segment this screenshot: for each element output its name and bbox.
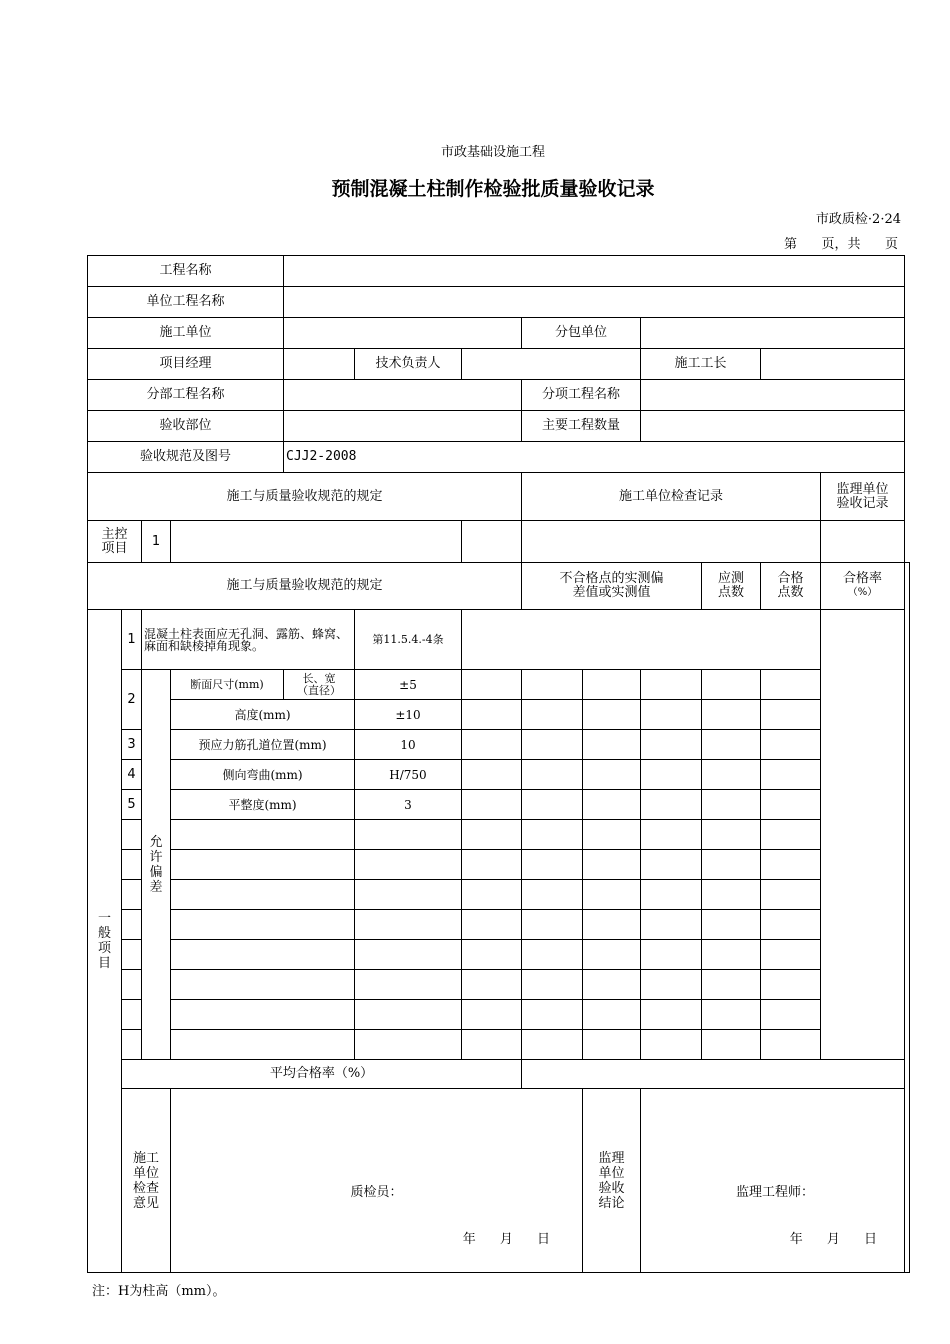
cell[interactable]	[583, 1030, 641, 1060]
cell[interactable]	[641, 880, 702, 910]
rate-unit: （%）	[847, 587, 878, 598]
cell[interactable]	[641, 940, 702, 970]
division-project-value[interactable]	[284, 380, 522, 411]
cell[interactable]	[355, 970, 462, 1000]
cell[interactable]	[522, 670, 583, 700]
cell[interactable]	[583, 730, 641, 760]
project-manager-value[interactable]	[284, 349, 355, 380]
cell[interactable]	[583, 820, 641, 850]
supervision-conclusion-label-text: 监理单位验收结论	[598, 1150, 625, 1211]
cell[interactable]	[641, 850, 702, 880]
cell[interactable]	[122, 880, 142, 910]
subitem-project-label: 分项工程名称	[522, 380, 641, 411]
cell[interactable]	[462, 670, 522, 700]
cell[interactable]	[522, 790, 583, 820]
cell[interactable]	[761, 670, 821, 700]
cell[interactable]	[702, 700, 761, 730]
cell[interactable]	[583, 760, 641, 790]
cell[interactable]	[702, 1030, 761, 1060]
cell[interactable]	[462, 1030, 522, 1060]
cell[interactable]	[702, 910, 761, 940]
average-rate-value[interactable]	[522, 1060, 905, 1089]
cell[interactable]	[641, 1030, 702, 1060]
general-item-no-1: 1	[122, 610, 142, 670]
cell[interactable]	[171, 820, 355, 850]
spec-header-2: 施工与质量验收规范的规定	[88, 563, 522, 610]
construction-opinion-label-text: 施工单位检查意见	[132, 1150, 159, 1211]
cell[interactable]	[171, 1000, 355, 1030]
cell[interactable]	[122, 820, 142, 850]
page-number	[784, 233, 898, 252]
cell[interactable]	[702, 880, 761, 910]
cell[interactable]	[355, 1000, 462, 1030]
section-size-value: ±5	[355, 670, 462, 700]
main-quantity-value[interactable]	[641, 411, 905, 442]
height-value: ±10	[355, 700, 462, 730]
main-control-label	[88, 521, 142, 563]
supervisor-record-header-text: 监理单位验收记录	[836, 481, 889, 511]
supervisor-record-header	[821, 473, 905, 521]
cell[interactable]	[171, 880, 355, 910]
cell[interactable]	[761, 790, 821, 820]
cell[interactable]	[171, 1030, 355, 1060]
acceptance-location-value[interactable]	[284, 411, 522, 442]
general-label-text: 一般项目	[97, 911, 111, 971]
general-item-text-1: 混凝土柱表面应无孔洞、露筋、蜂窝、麻面和缺棱掉角现象。	[142, 610, 355, 670]
main-control-item-ref[interactable]	[462, 521, 522, 563]
section-size-label: 断面尺寸(mm)	[171, 670, 284, 700]
lateral-bend-label: 侧向弯曲(mm)	[171, 760, 355, 790]
duct-position-label: 预应力筋孔道位置(mm)	[171, 730, 355, 760]
main-control-item-no: 1	[142, 521, 171, 563]
cell[interactable]	[702, 850, 761, 880]
flatness-value: 3	[355, 790, 462, 820]
cell[interactable]	[583, 670, 641, 700]
cell[interactable]	[641, 970, 702, 1000]
cell[interactable]	[702, 730, 761, 760]
general-item-ref-1: 第11.5.4.-4条	[355, 610, 462, 670]
spec-drawing-value[interactable]: CJJ2-2008	[284, 442, 905, 473]
cell[interactable]	[702, 1000, 761, 1030]
cell[interactable]	[641, 1000, 702, 1030]
cell[interactable]	[583, 700, 641, 730]
project-name-label: 工程名称	[88, 256, 284, 287]
doc-subtitle: 市政基础设施工程	[440, 145, 545, 160]
cell[interactable]	[122, 850, 142, 880]
project-name-value[interactable]	[284, 256, 905, 287]
allow-deviation-label	[142, 670, 171, 1060]
acceptance-location-label: 验收部位	[88, 411, 284, 442]
cell[interactable]	[122, 1000, 142, 1030]
measured-header	[522, 563, 702, 610]
cell[interactable]	[355, 820, 462, 850]
cell[interactable]	[355, 940, 462, 970]
cell[interactable]	[761, 880, 821, 910]
cell[interactable]	[522, 1000, 583, 1030]
cell[interactable]	[462, 940, 522, 970]
check-record-header: 施工单位检查记录	[522, 473, 821, 521]
supervisor-engineer-label: 监理工程师：	[735, 1184, 814, 1200]
height-label: 高度(mm)	[171, 700, 355, 730]
foreman-value[interactable]	[761, 349, 905, 380]
cell[interactable]	[761, 940, 821, 970]
main-control-label-text: 主控项目	[101, 526, 128, 556]
project-manager-label: 项目经理	[88, 349, 284, 380]
cell[interactable]	[522, 940, 583, 970]
spec-drawing-label: 验收规范及图号	[88, 442, 284, 473]
cell[interactable]	[522, 910, 583, 940]
cell[interactable]	[522, 820, 583, 850]
construction-unit-label: 施工单位	[88, 318, 284, 349]
measured-header-text: 不合格点的实测偏差值或实测值	[559, 571, 664, 600]
cell[interactable]	[171, 910, 355, 940]
cell[interactable]	[355, 910, 462, 940]
cell[interactable]	[583, 850, 641, 880]
cell[interactable]	[462, 730, 522, 760]
qualified-header-text: 合格点数	[777, 571, 804, 600]
technical-lead-value[interactable]	[462, 349, 641, 380]
footnote: 注：H为柱高（mm）。	[92, 1284, 226, 1299]
division-project-label: 分部工程名称	[88, 380, 284, 411]
cell[interactable]	[462, 880, 522, 910]
cell[interactable]	[583, 910, 641, 940]
cell[interactable]	[522, 1030, 583, 1060]
technical-lead-label: 技术负责人	[355, 349, 462, 380]
supervision-conclusion-label	[583, 1089, 641, 1273]
cell[interactable]	[702, 670, 761, 700]
construction-opinion-area[interactable]	[171, 1089, 583, 1273]
cell[interactable]	[171, 940, 355, 970]
cell[interactable]	[355, 880, 462, 910]
main-quantity-label: 主要工程数量	[522, 411, 641, 442]
cell[interactable]	[122, 1030, 142, 1060]
cell[interactable]	[583, 970, 641, 1000]
cell[interactable]	[702, 790, 761, 820]
construction-unit-value[interactable]	[284, 318, 522, 349]
cell[interactable]	[355, 1030, 462, 1060]
cell[interactable]	[761, 910, 821, 940]
general-item-no-2: 2	[122, 670, 142, 730]
cell[interactable]	[761, 820, 821, 850]
cell[interactable]	[583, 790, 641, 820]
duct-position-value: 10	[355, 730, 462, 760]
cell[interactable]	[761, 970, 821, 1000]
cell[interactable]	[355, 850, 462, 880]
cell[interactable]	[641, 820, 702, 850]
cell[interactable]	[122, 910, 142, 940]
subitem-project-value[interactable]	[641, 380, 905, 411]
cell[interactable]	[702, 940, 761, 970]
general-item-no-4: 4	[122, 760, 142, 790]
section-size-sub-label-text: 长、宽（直径）	[297, 671, 341, 697]
lateral-bend-value: H/750	[355, 760, 462, 790]
cell[interactable]	[702, 820, 761, 850]
spec-header: 施工与质量验收规范的规定	[88, 473, 522, 521]
cell[interactable]	[761, 760, 821, 790]
acceptance-record-table	[87, 255, 910, 1273]
subcontract-unit-label: 分包单位	[522, 318, 641, 349]
section-size-sub-label	[284, 670, 355, 700]
supervision-signature-block	[643, 1090, 907, 1272]
cell[interactable]	[462, 1000, 522, 1030]
points-header-text: 应测点数	[717, 571, 744, 600]
cell[interactable]	[171, 850, 355, 880]
cell[interactable]	[122, 940, 142, 970]
cell[interactable]	[171, 970, 355, 1000]
cell[interactable]	[641, 730, 702, 760]
cell[interactable]	[462, 760, 522, 790]
cell[interactable]	[641, 790, 702, 820]
cell[interactable]	[522, 730, 583, 760]
general-item-no-3: 3	[122, 730, 142, 760]
foreman-label: 施工工长	[641, 349, 761, 380]
cell[interactable]	[522, 850, 583, 880]
cell[interactable]	[702, 970, 761, 1000]
supervision-conclusion-area[interactable]	[641, 1089, 910, 1273]
subcontract-unit-value[interactable]	[641, 318, 905, 349]
cell[interactable]	[641, 760, 702, 790]
inspector-label: 质检员：	[350, 1184, 403, 1200]
qualified-header	[761, 563, 821, 610]
cell[interactable]	[462, 820, 522, 850]
cell[interactable]	[641, 700, 702, 730]
unit-project-name-value[interactable]	[284, 287, 905, 318]
main-control-check[interactable]	[522, 521, 821, 563]
cell[interactable]	[641, 670, 702, 700]
flatness-label: 平整度(mm)	[171, 790, 355, 820]
construction-signature-block	[173, 1090, 580, 1272]
rate-header-text: 合格率	[842, 571, 882, 586]
supervision-date: 年 月 日	[789, 1231, 877, 1247]
cell[interactable]	[761, 850, 821, 880]
cell[interactable]	[761, 1000, 821, 1030]
cell[interactable]	[122, 970, 142, 1000]
cell[interactable]	[522, 760, 583, 790]
form-code: 市政质检·2·24	[815, 212, 901, 227]
cell[interactable]	[522, 970, 583, 1000]
cell[interactable]	[522, 880, 583, 910]
average-rate-label: 平均合格率（%）	[122, 1060, 522, 1089]
cell[interactable]	[522, 700, 583, 730]
main-control-item-text[interactable]	[171, 521, 462, 563]
cell[interactable]	[702, 760, 761, 790]
cell[interactable]	[462, 790, 522, 820]
cell[interactable]	[761, 1030, 821, 1060]
cell[interactable]	[583, 1000, 641, 1030]
points-header	[702, 563, 761, 610]
general-item-no-5: 5	[122, 790, 142, 820]
general-label	[88, 610, 122, 1273]
main-control-supervisor[interactable]	[821, 521, 905, 563]
cell[interactable]	[583, 940, 641, 970]
page-number-text: 第 页，共 页	[783, 237, 898, 252]
cell[interactable]	[761, 730, 821, 760]
cell[interactable]	[583, 880, 641, 910]
cell[interactable]	[761, 700, 821, 730]
construction-date: 年 月 日	[462, 1231, 550, 1247]
doc-title: 预制混凝土柱制作检验批质量验收记录	[331, 178, 655, 200]
rate-header	[821, 563, 905, 610]
cell[interactable]	[462, 910, 522, 940]
cell[interactable]	[462, 850, 522, 880]
cell[interactable]	[462, 700, 522, 730]
unit-project-name-label: 单位工程名称	[88, 287, 284, 318]
cell[interactable]	[462, 970, 522, 1000]
general-item-check-1[interactable]	[462, 610, 821, 670]
cell[interactable]	[641, 910, 702, 940]
construction-opinion-label	[122, 1089, 171, 1273]
allow-deviation-label-text: 允许偏差	[149, 834, 163, 895]
